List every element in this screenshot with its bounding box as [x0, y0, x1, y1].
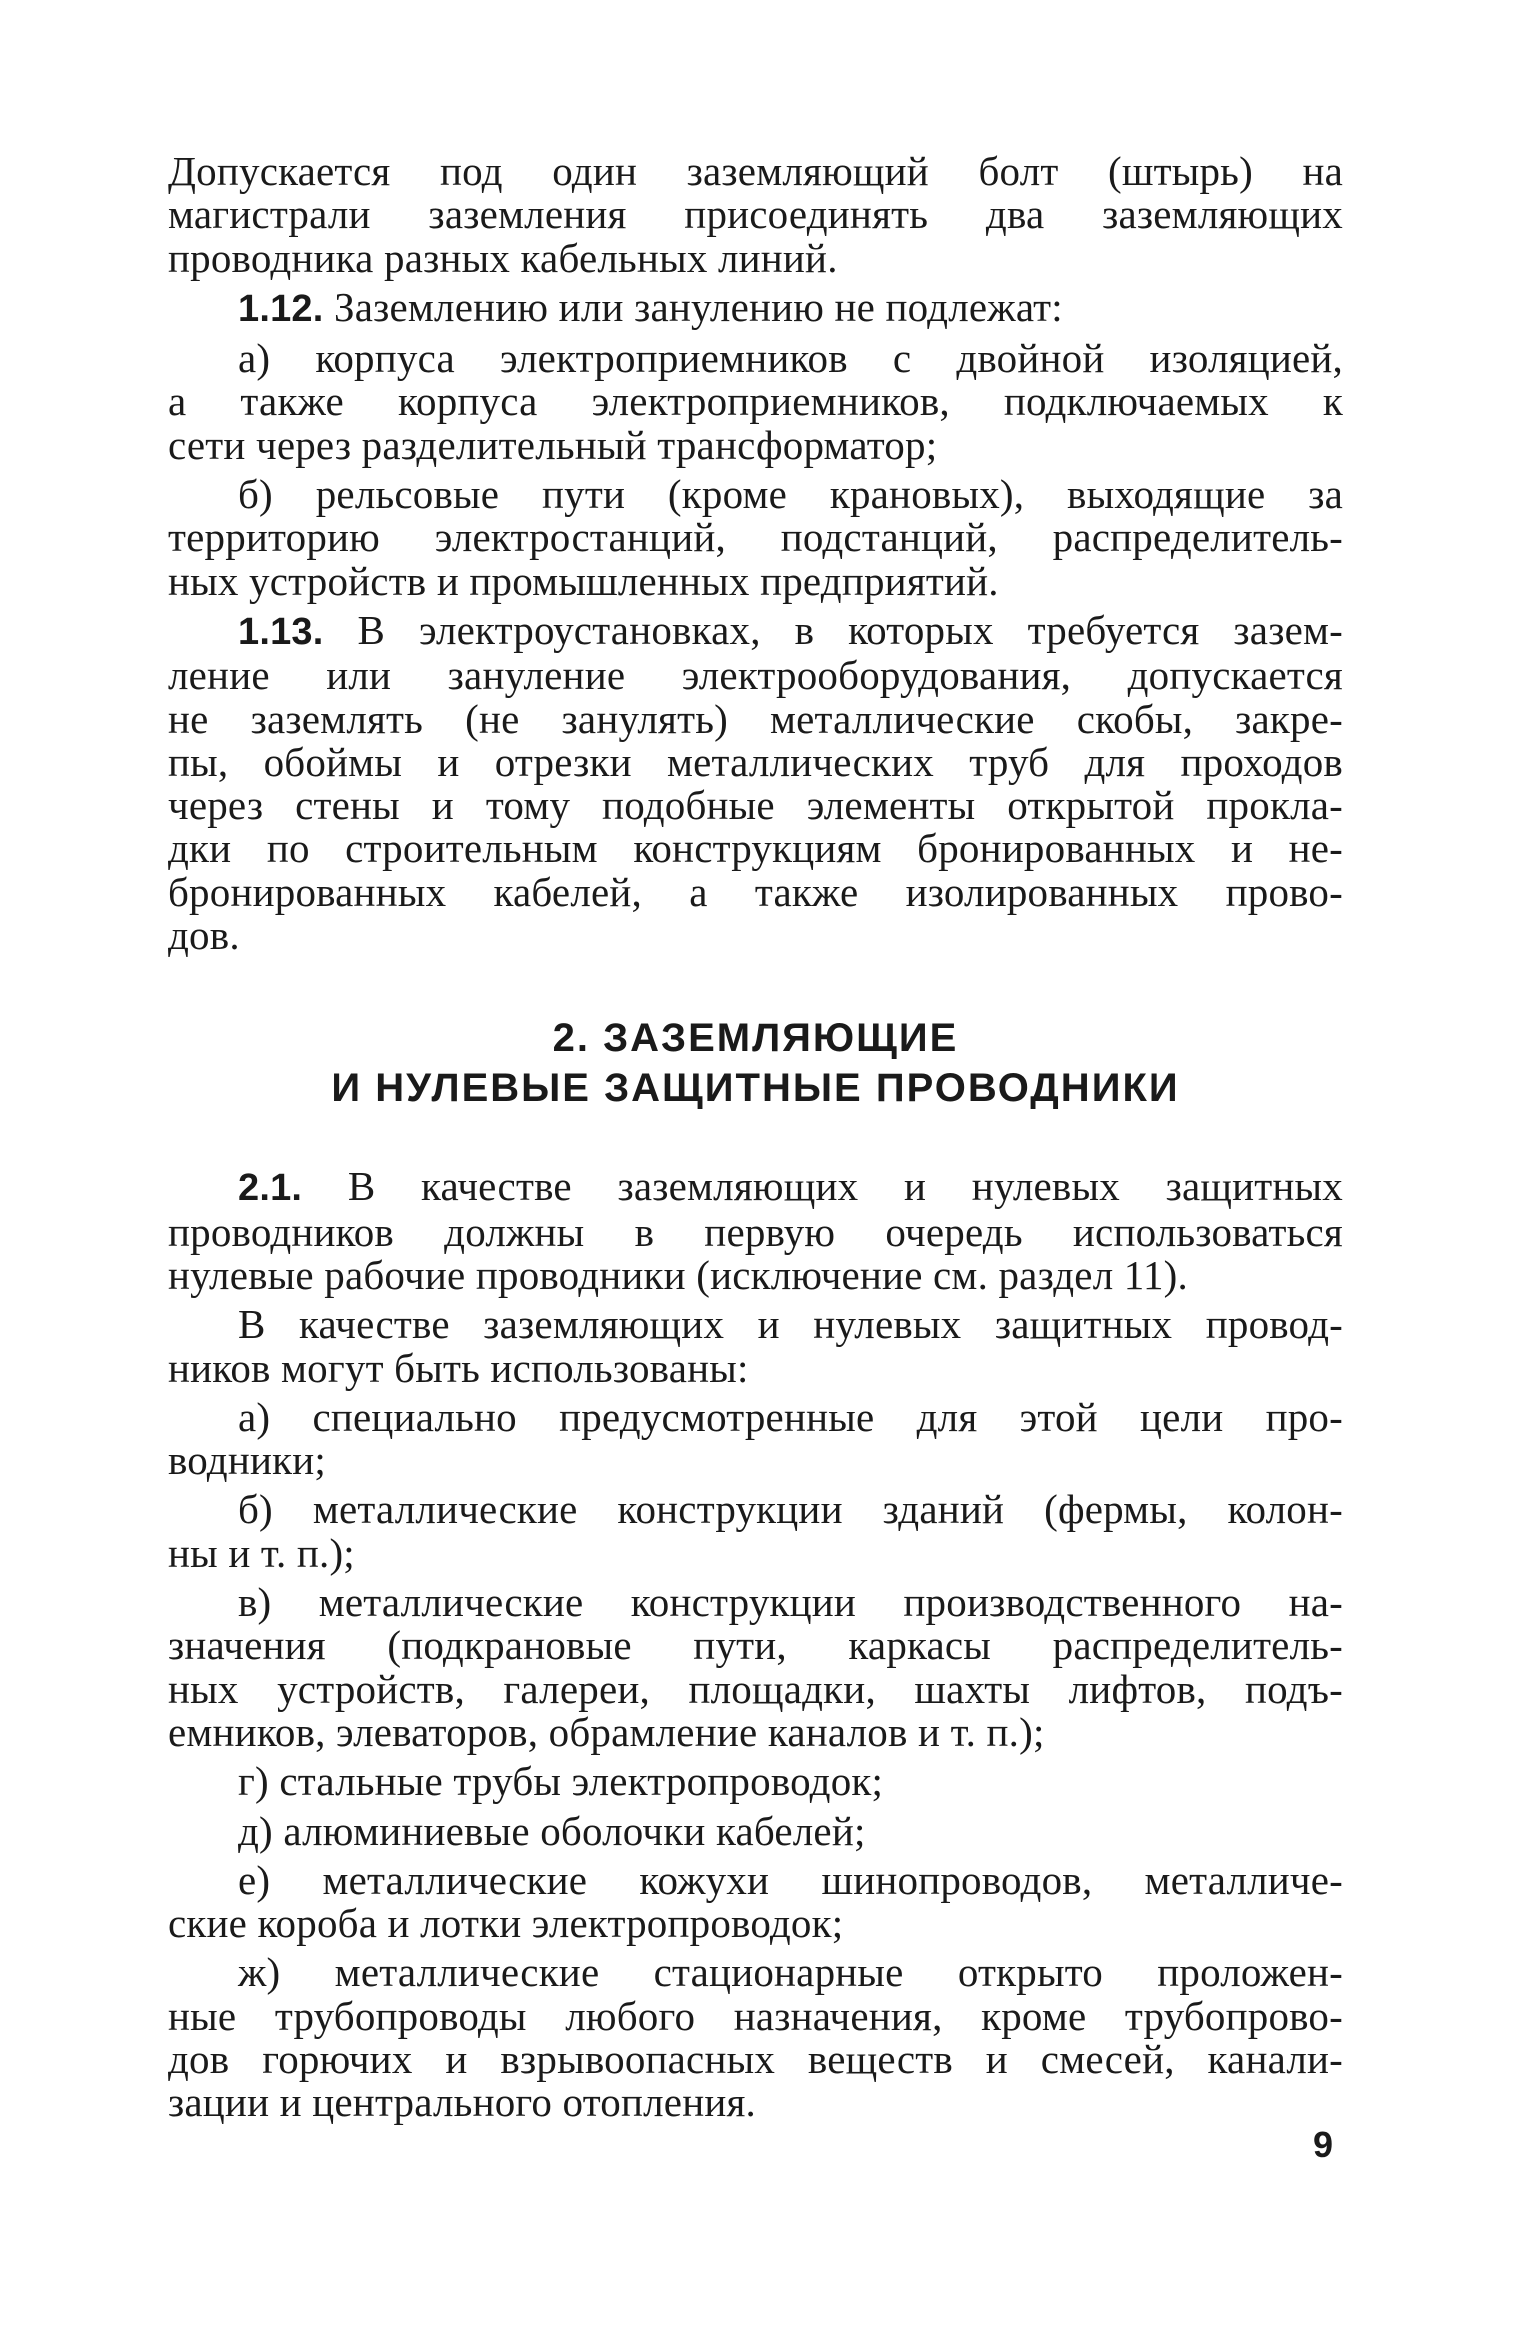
text-line: ников могут быть использованы: — [168, 1344, 749, 1391]
text-line: ление или зануление электрооборудования, допускается — [168, 652, 1343, 699]
text-line: проводников должны в первую очередь использоваться — [168, 1208, 1343, 1255]
clause-text: В качестве заземляющих и нулевых защитных — [302, 1163, 1343, 1210]
text-line: емников, элеваторов, обрамление каналов и т. п.); — [168, 1708, 1045, 1755]
text-line: а также корпуса электроприемников, подключаемых к — [168, 378, 1343, 425]
text-line: дки по строительным конструкциям бронированных и не- — [168, 825, 1343, 872]
text-line: сети через разделительный трансформатор; — [168, 421, 938, 468]
paragraph-2-1 — [168, 1165, 1343, 1297]
text-line: а) специально предусмотренные для этой цели про- — [238, 1393, 1343, 1440]
text-line: б) металлические конструкции зданий (фермы, колон- — [238, 1486, 1343, 1533]
text-line: ж) металлические стационарные открыто проложен- — [238, 1949, 1343, 1996]
text-line: через стены и тому подобные элементы открытой прокла- — [168, 782, 1343, 829]
paragraph-intro — [168, 150, 1343, 280]
text-line — [168, 1165, 1343, 1210]
text-line: ные трубопроводы любого назначения, кроме трубопрово- — [168, 1992, 1343, 2039]
text-line: ных устройств и промышленных предприятий. — [168, 557, 999, 604]
text-line: нулевые рабочие проводники (исключение см. раздел 11). — [168, 1251, 1188, 1298]
text-line: б) рельсовые пути (кроме крановых), выходящие за — [238, 471, 1343, 518]
paragraph-1-12-b — [168, 473, 1343, 603]
text-line: В качестве заземляющих и нулевых защитных провод- — [238, 1301, 1343, 1348]
text-line: дов. — [168, 912, 240, 959]
list-item-e — [168, 1856, 1343, 1947]
text-line: зации и центрального отопления. — [168, 2079, 756, 2126]
text-line: Допускается под один заземляющий болт (штырь) на — [168, 148, 1343, 194]
text-line: ские короба и лотки электропроводок; — [168, 1900, 844, 1947]
text-line: а) корпуса электроприемников с двойной изоляцией, — [238, 335, 1343, 382]
clause-number: 1.12. — [238, 287, 324, 330]
text-line — [168, 283, 1343, 331]
text-line: магистрали заземления присоединять два заземляющих — [168, 191, 1343, 238]
text-line — [168, 606, 1343, 654]
heading-line: 2. ЗАЗЕМЛЯЮЩИЕ — [552, 1016, 959, 1061]
clause-number: 1.13. — [238, 610, 324, 653]
paragraph-1-13 — [168, 606, 1343, 959]
paragraph-1-12 — [168, 283, 1343, 331]
list-item-d — [168, 1807, 1343, 1854]
text-line: е) металлические кожухи шинопроводов, металличе- — [238, 1856, 1343, 1903]
text-line: г) стальные трубы электропроводок; — [238, 1758, 884, 1805]
text-line: ных устройств, галереи, площадки, шахты лифтов, подъ- — [168, 1665, 1343, 1712]
clause-text: В электроустановках, в которых требуется зазем- — [323, 606, 1343, 653]
paragraph-2-1-intro — [168, 1303, 1343, 1390]
text-line: значения (подкрановые пути, каркасы распределитель- — [168, 1622, 1343, 1669]
page-number: 9 — [1313, 2124, 1334, 2165]
text-line: д) алюминиевые оболочки кабелей; — [238, 1807, 866, 1854]
heading-line: И НУЛЕВЫЕ ЗАЩИТНЫЕ ПРОВОДНИКИ — [331, 1066, 1180, 1111]
clause-text: Заземлению или занулению не подлежат: — [323, 283, 1063, 330]
text-line: ны и т. п.); — [168, 1529, 355, 1576]
list-item-g — [168, 1760, 1343, 1803]
list-item-v — [168, 1581, 1343, 1754]
document-page — [168, 150, 1343, 2125]
text-line: бронированных кабелей, а также изолированных прово- — [168, 868, 1343, 915]
clause-number: 2.1. — [238, 1167, 303, 1210]
text-line: пы, обоймы и отрезки металлических труб для проходов — [168, 738, 1343, 785]
list-item-a — [168, 1393, 1343, 1484]
text-line: не заземлять (не занулять) металлические скобы, закре- — [168, 695, 1343, 742]
section-heading — [168, 1013, 1343, 1113]
text-line: проводника разных кабельных линий. — [168, 234, 838, 281]
paragraph-1-12-a — [168, 337, 1343, 467]
text-line: дов горючих и взрывоопасных веществ и смесей, канали- — [168, 2035, 1343, 2082]
text-line: территорию электростанций, подстанций, распределитель- — [168, 514, 1343, 561]
list-item-b — [168, 1488, 1343, 1575]
text-line: в) металлические конструкции производственного на- — [238, 1579, 1343, 1626]
list-item-zh — [168, 1951, 1343, 2124]
text-line: водники; — [168, 1437, 326, 1484]
